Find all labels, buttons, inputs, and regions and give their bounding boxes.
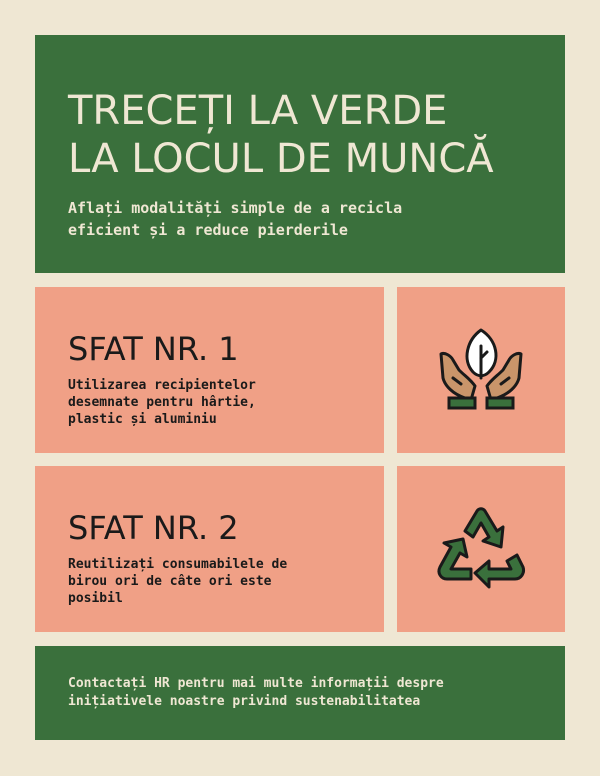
hands-leaf-icon [431,320,531,420]
page-title [68,87,565,183]
tip-2-text-line-3: posibil [68,591,123,606]
header-panel [35,35,565,273]
tip-1-text-line-1: Utilizarea recipientelor [68,378,256,393]
page-subtitle [68,197,565,241]
tip-1-title: SFAT NR. 1 [68,330,239,368]
tip-1-text-line-3: plastic și aluminiu [68,412,217,427]
footer-text [68,675,565,711]
tip-2-text [68,556,338,607]
subtitle-line-1: Aflați modalități simple de a recicla [68,199,403,217]
title-line-1: TRECEȚI LA VERDE [68,88,448,134]
tip-2-panel [35,466,384,632]
footer-panel [35,646,565,740]
footer-text-line-2: inițiativele noastre privind sustenabilitatea [68,694,421,709]
tip-1-text [68,377,338,428]
tip-2-text-line-1: Reutilizați consumabilele de [68,557,288,572]
tip-2-title: SFAT NR. 2 [68,509,239,547]
recycle-icon [431,501,531,597]
title-line-2: LA LOCUL DE MUNCĂ [68,136,494,182]
footer-text-line-1: Contactați HR pentru mai multe informații despre [68,676,444,691]
tip-2-text-line-2: birou ori de câte ori este [68,574,272,589]
tip-1-panel [35,287,384,453]
tip-1-text-line-2: desemnate pentru hârtie, [68,395,256,410]
subtitle-line-2: eficient și a reduce pierderile [68,221,348,239]
tip-1-icon-panel [397,287,565,453]
tip-2-icon-panel [397,466,565,632]
